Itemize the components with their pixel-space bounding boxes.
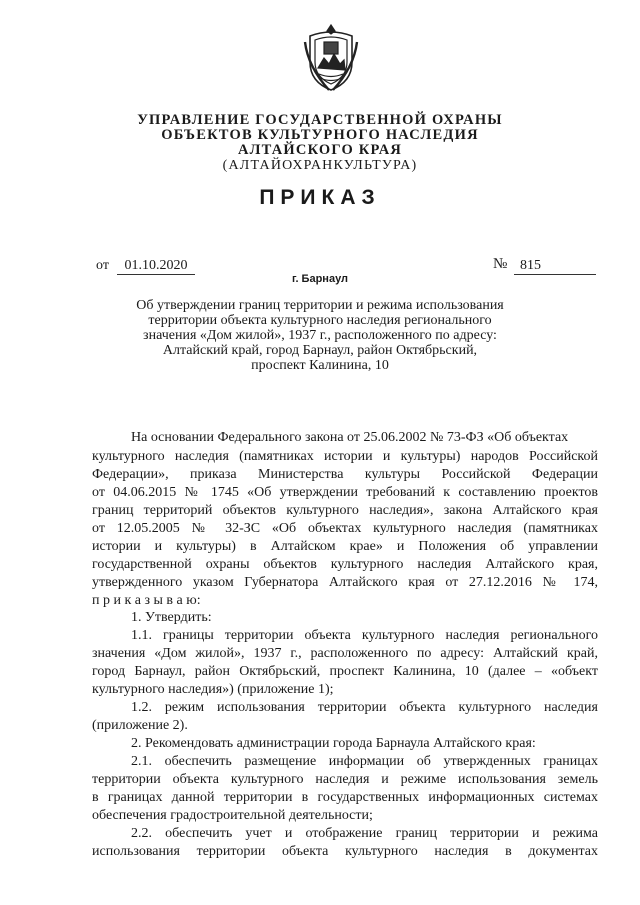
- item-1-1: 1.1. границы территории объекта культурного наследия регионального: [131, 628, 598, 643]
- number-prefix: №: [493, 256, 508, 272]
- subject-line: Алтайский край, город Барнаул, район Октябрьский,: [162, 343, 478, 358]
- subject-line: значения «Дом жилой», 1937 г., расположенного по адресу:: [143, 328, 497, 343]
- item-2-2-line: использования территории объекта культурного наследия в документах: [92, 844, 598, 859]
- agency-name-line-3: АЛТАЙСКОГО КРАЯ: [237, 142, 403, 158]
- item-2-1-line: в границах данной территории в государственных информационных системах: [92, 790, 598, 805]
- item-2: 2. Рекомендовать администрации города Барнаула Алтайского края:: [131, 736, 536, 751]
- item-1-2-line: (приложение 2).: [92, 718, 188, 733]
- item-1-1-line: значения «Дом жилой», 1937 г., расположенного по адресу: Алтайский край,: [92, 646, 598, 661]
- subject-line: территории объекта культурного наследия регионального: [148, 313, 492, 328]
- document-city: г. Барнаул: [291, 273, 349, 285]
- document-type-title: ПРИКАЗ: [259, 186, 381, 209]
- item-2-1-line: территории объекта культурного наследия и режиме использования земель: [92, 772, 598, 787]
- body-paragraph-line: истории и культуры) в Алтайском крае» и Положения об управлении: [92, 539, 598, 554]
- body-paragraph-line: культурного наследия (памятниках истории и культуры) народов Российской: [92, 449, 598, 464]
- item-1: 1. Утвердить:: [131, 610, 212, 625]
- agency-name-line-2: ОБЪЕКТОВ КУЛЬТУРНОГО НАСЛЕДИЯ: [161, 127, 479, 143]
- coat-of-arms-emblem: [302, 22, 360, 94]
- subject-line: Об утверждении границ территории и режима использования: [136, 298, 504, 313]
- item-2-2: 2.2. обеспечить учет и отображение границ территории и режима: [131, 826, 598, 841]
- body-paragraph-line: Федерации», приказа Министерства культуры Российской Федерации: [92, 467, 598, 482]
- body-paragraph-line: от 04.06.2015 № 1745 «Об утверждении требований к составлению проектов: [92, 485, 598, 500]
- item-1-1-line: город Барнаул, район Октябрьский, проспект Калинина, 10 (далее – «объект: [92, 664, 598, 679]
- body-paragraph-line: утвержденного указом Губернатора Алтайского края от 27.12.2016 № 174,: [92, 575, 598, 590]
- body-paragraph-line: от 12.05.2005 № 32-ЗС «Об объектах культурного наследия (памятниках: [92, 521, 598, 536]
- agency-short-name: (АЛТАЙОХРАНКУЛЬТУРА): [222, 158, 418, 173]
- item-2-1: 2.1. обеспечить размещение информации об утвержденных границах: [131, 754, 598, 769]
- body-paragraph-line: На основании Федерального закона от 25.06.2002 № 73-ФЗ «Об объектах: [131, 430, 569, 445]
- body-paragraph-line: п р и к а з ы в а ю:: [92, 593, 201, 608]
- subject-line: проспект Калинина, 10: [251, 358, 389, 373]
- item-1-2: 1.2. режим использования территории объекта культурного наследия: [131, 700, 598, 715]
- agency-name-line-1: УПРАВЛЕНИЕ ГОСУДАРСТВЕННОЙ ОХРАНЫ: [137, 112, 503, 128]
- body-paragraph-line: государственной охраны объектов культурного наследия Алтайского края,: [92, 557, 598, 572]
- item-2-1-line: обеспечения градостроительной деятельности;: [92, 808, 373, 823]
- date-prefix: от: [96, 258, 109, 273]
- body-paragraph-line: границ территорий объектов культурного наследия», закона Алтайского края: [92, 503, 598, 518]
- document-number: 815: [514, 258, 596, 275]
- document-date: 01.10.2020: [117, 258, 195, 275]
- item-1-1-line: культурного наследия») (приложение 1);: [92, 682, 334, 697]
